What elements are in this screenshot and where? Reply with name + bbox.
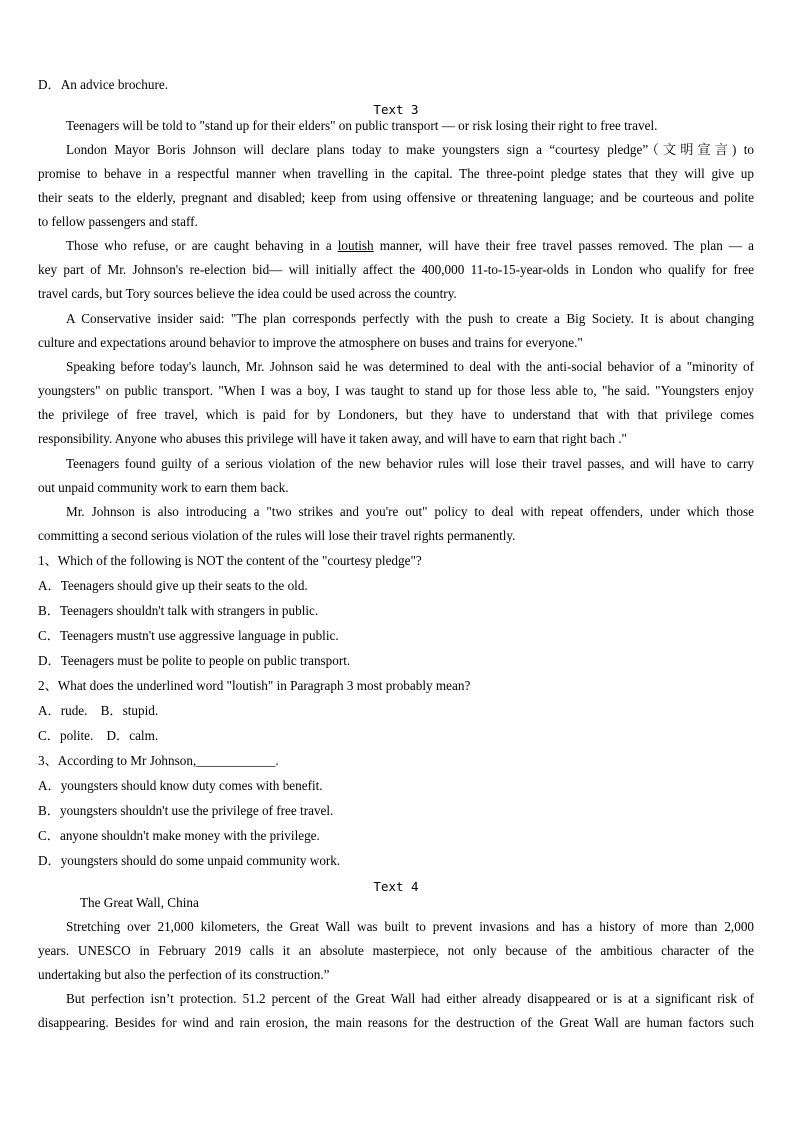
text3-paragraph-6-line-2: out unpaid community work to earn them back.	[38, 480, 289, 495]
question-3-option-a: A．youngsters should know duty comes with benefit.	[38, 778, 323, 793]
text3-paragraph-4-line-1: A Conservative insider said: "The plan corresponds perfectly with the push to create a Big Society. It is about changing	[66, 311, 754, 326]
text3-heading: Text 3	[373, 102, 419, 117]
text3-paragraph-5-line-1: Speaking before today's launch, Mr. Johnson said he was determined to deal with the anti-social behavior of a "minority of	[66, 359, 754, 374]
p3-text-before: Those who refuse, or are caught behaving in a	[66, 238, 338, 253]
text4-heading: Text 4	[373, 879, 419, 894]
text4-paragraph-1-line-3: undertaking but also the perfection of its construction.”	[38, 967, 330, 982]
text3-paragraph-7-line-2: committing a second serious violation of the rules will lose their travel rights permanently.	[38, 528, 516, 543]
question-3-option-b: B．youngsters shouldn't use the privilege of free travel.	[38, 803, 334, 818]
text3-paragraph-5-line-4: responsibility. Anyone who abuses this privilege will have it taken away, and will have to earn that right bach ."	[38, 431, 627, 446]
question-3: 3、According to Mr Johnson,____________.	[38, 753, 279, 768]
text3-paragraph-2-line-4: to fellow passengers and staff.	[38, 214, 198, 229]
question-2-options-c-d: C．polite. D．calm.	[38, 728, 159, 743]
text3-paragraph-7-line-1: Mr. Johnson is also introducing a "two strikes and you're out" policy to deal with repeat offenders, under which those	[66, 504, 754, 519]
text3-paragraph-3-line-3: travel cards, but Tory sources believe the idea could be used across the country.	[38, 286, 457, 301]
text4-paragraph-1-line-1: Stretching over 21,000 kilometers, the Great Wall was built to prevent invasions and has a history of more than 2,000	[66, 919, 754, 934]
question-1-option-d: D．Teenagers must be polite to people on public transport.	[38, 653, 351, 668]
question-3-option-c: C．anyone shouldn't make money with the privilege.	[38, 828, 320, 843]
text3-paragraph-6-line-1: Teenagers found guilty of a serious violation of the new behavior rules will lose their travel passes, and will have to carry	[66, 456, 754, 471]
text3-paragraph-5-line-3: the privilege of free travel, which is paid for by Londoners, but they have to understand that with that privilege comes	[38, 407, 754, 422]
question-1: 1、Which of the following is NOT the content of the "courtesy pledge"?	[38, 553, 422, 568]
text4-paragraph-1-line-2: years. UNESCO in February 2019 calls it an absolute masterpiece, not only because of the ambitious character of the	[38, 943, 754, 958]
text3-paragraph-4-line-2: culture and expectations around behavior to improve the atmosphere on buses and trains for everyone."	[38, 335, 583, 350]
text3-paragraph-3-line-2: key part of Mr. Johnson's re-election bid— will initially affect the 400,000 11-to-15-year-olds in London who qualify for free	[38, 262, 754, 277]
text3-paragraph-5-line-2: youngsters" on public transport. "When I was a boy, I was taught to stand up for those less able to, "he said. "Youngsters enjoy	[38, 383, 754, 398]
text3-paragraph-2-line-1: London Mayor Boris Johnson will declare plans today to make youngsters sign a “courtesy pledge”（文明宣言) to	[66, 142, 754, 157]
previous-option-d: D．An advice brochure.	[38, 77, 168, 92]
question-1-option-b: B．Teenagers shouldn't talk with strangers in public.	[38, 603, 319, 618]
text4-subtitle: The Great Wall, China	[80, 895, 199, 910]
question-3-option-d: D．youngsters should do some unpaid community work.	[38, 853, 341, 868]
question-2: 2、What does the underlined word "loutish" in Paragraph 3 most probably mean?	[38, 678, 471, 693]
p3-text-after: manner, will have their free travel passes removed. The plan — a	[373, 238, 754, 253]
text3-paragraph-2-line-3: their seats to the elderly, pregnant and disabled; keep from using offensive or threatening language; and be courteous and polite	[38, 190, 754, 205]
text3-paragraph-2-line-2: promise to behave in a respectful manner when travelling in the capital. The three-point pledge states that they will give up	[38, 166, 754, 181]
question-1-option-c: C．Teenagers mustn't use aggressive language in public.	[38, 628, 339, 643]
text4-paragraph-2-line-1: But perfection isn’t protection. 51.2 percent of the Great Wall had either already disappeared or is at a significant risk of	[66, 991, 754, 1006]
text3-paragraph-1: Teenagers will be told to "stand up for their elders" on public transport — or risk losing their right to free travel.	[66, 118, 658, 133]
question-1-option-a: A．Teenagers should give up their seats to the old.	[38, 578, 308, 593]
underlined-word-loutish: loutish	[337, 238, 374, 253]
text4-paragraph-2-line-2: disappearing. Besides for wind and rain erosion, the main reasons for the destruction of the Great Wall are human factors such	[38, 1015, 754, 1030]
question-2-options-a-b: A．rude. B．stupid.	[38, 703, 159, 718]
text3-paragraph-3-line-1	[66, 238, 754, 254]
